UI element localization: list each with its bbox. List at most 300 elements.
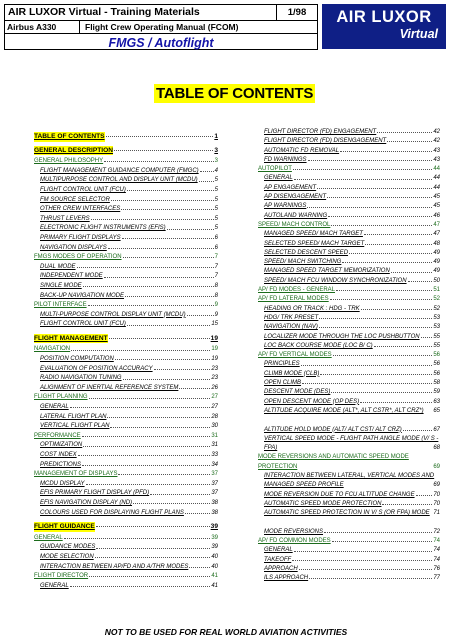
toc-entry[interactable] [34, 393, 218, 403]
toc-entry-leader [320, 374, 432, 375]
toc-entry[interactable] [258, 156, 440, 165]
toc-entry[interactable] [258, 323, 440, 332]
toc-entry-page: 44 [433, 175, 440, 182]
toc-entry[interactable] [34, 334, 218, 344]
toc-entry-page: 38 [211, 499, 218, 506]
toc-entry-page: 39 [211, 534, 218, 541]
toc-entry[interactable] [34, 311, 218, 321]
toc-entry-leader [317, 188, 432, 189]
toc-entry-leader [301, 365, 433, 366]
toc-entry[interactable] [34, 196, 218, 206]
toc-entry-title: THRUST LEVERS [40, 215, 90, 222]
toc-entry[interactable] [258, 453, 440, 472]
toc-entry[interactable] [258, 351, 440, 360]
toc-entry-title: SPEED/ MACH CONTROL [258, 221, 330, 230]
toc-entry[interactable] [34, 441, 218, 451]
toc-entry[interactable] [258, 258, 440, 267]
toc-entry[interactable] [258, 147, 440, 156]
toc-entry-page: 55 [433, 342, 440, 349]
toc-entry-leader [342, 262, 432, 263]
toc-entry[interactable] [34, 384, 218, 394]
toc-entry[interactable] [34, 451, 218, 461]
toc-entry-page: 37 [211, 490, 218, 497]
toc-entry[interactable] [34, 461, 218, 471]
toc-entry[interactable] [34, 522, 218, 532]
toc-entry[interactable] [34, 355, 218, 365]
toc-entry-title: GUIDANCE MODES [40, 544, 96, 551]
toc-entry-page: 70 [433, 491, 440, 498]
toc-entry-leader [361, 309, 433, 310]
toc-entry-leader [299, 569, 433, 570]
toc-entry[interactable] [34, 146, 218, 156]
toc-entry[interactable] [34, 553, 218, 563]
toc-entry[interactable] [258, 249, 440, 258]
toc-entry-title: PRIMARY FLIGHT DISPLAYS [40, 234, 121, 241]
toc-entry-title: TAKEOFF [264, 556, 292, 563]
toc-entry-page: 51 [433, 287, 440, 294]
toc-entry[interactable] [34, 263, 218, 273]
toc-entry[interactable] [34, 132, 218, 142]
toc-entry-title: FLIGHT CONTROL UNIT (FCU) [40, 186, 126, 193]
toc-entry[interactable] [34, 365, 218, 375]
toc-entry[interactable] [34, 374, 218, 384]
toc-entry-page: 49 [433, 259, 440, 266]
toc-entry-page: 19 [210, 334, 218, 342]
toc-entry-leader [82, 436, 211, 437]
toc-entry-leader [377, 132, 432, 133]
toc-entry-title: MCDU DISPLAY [40, 480, 85, 487]
toc-entry-page: 5 [214, 196, 218, 203]
toc-entry-page: 49 [433, 249, 440, 256]
toc-entry[interactable] [258, 305, 440, 314]
toc-entry-leader [331, 392, 432, 393]
toc-entry[interactable] [258, 193, 440, 202]
toc-entry[interactable] [34, 272, 218, 282]
toc-entry[interactable] [258, 528, 440, 537]
toc-entry-title: INTERACTION BETWEEN AP/FD AND A/THR MODES [40, 563, 189, 570]
toc-entry[interactable] [258, 546, 440, 555]
toc-entry-title: MODE REVERSIONS AND AUTOMATIC SPEED MODE PROTECTION [258, 454, 409, 470]
toc-entry[interactable] [34, 320, 218, 330]
toc-entry[interactable] [258, 509, 440, 528]
toc-entry[interactable] [258, 491, 440, 500]
toc-entry-title: INTERACTION BETWEEN LATERAL, VERTICAL MODES AND MANAGED SPEED PROFILE [264, 472, 435, 489]
toc-entry-leader [70, 586, 211, 587]
toc-entry-page: 70 [433, 500, 440, 507]
toc-entry-title: AP DISENGAGEMENT [264, 194, 327, 201]
toc-entry-page: 74 [433, 556, 440, 563]
toc-entry-title: MODE REVERSIONS [264, 528, 324, 535]
toc-entry-page: 48 [433, 240, 440, 247]
toc-entry[interactable] [258, 267, 440, 276]
toc-entry-leader [150, 494, 210, 495]
toc-entry-leader [360, 402, 432, 403]
toc-entry-title: AUTOMATIC SPEED MODE PROTECTION [264, 500, 382, 507]
toc-entry-page: 42 [433, 129, 440, 135]
toc-entry[interactable] [258, 221, 440, 230]
toc-entry-page: 55 [433, 333, 440, 340]
toc-entry-leader [309, 578, 432, 579]
toc-entry-leader [123, 379, 211, 380]
toc-entry-title: INDEPENDENT MODE [40, 273, 103, 280]
toc-left-column [34, 128, 218, 591]
toc-entry-title: AUTOPILOT [258, 165, 292, 174]
toc-entry-leader [387, 141, 432, 142]
toc-entry-leader [96, 548, 210, 549]
toc-entry-page: 9 [214, 311, 218, 318]
toc-entry-leader [199, 181, 214, 182]
toc-entry-title: BACK-UP NAVIGATION MODE [40, 292, 125, 299]
toc-entry-title: FLIGHT DIRECTOR [34, 572, 88, 582]
toc-entry-page: 26 [211, 384, 218, 391]
toc-entry-leader [294, 551, 433, 552]
toc-entry-page: 40 [211, 553, 218, 560]
toc-entry-page: 59 [433, 389, 440, 396]
toc-entry[interactable] [258, 500, 440, 509]
toc-entry[interactable] [258, 370, 440, 379]
toc-entry-page: 30 [211, 423, 218, 430]
toc-entry-title: HDG/ TRK PRESET [264, 314, 319, 321]
toc-entry-page: 47 [433, 231, 440, 238]
toc-entry[interactable] [34, 234, 218, 244]
toc-entry-page: 42 [433, 138, 440, 145]
toc-entry-leader [122, 238, 214, 239]
toc-entry[interactable] [258, 184, 440, 193]
toc-entry-title: EFIS PRIMARY FLIGHT DISPLAY (PFD) [40, 490, 150, 497]
toc-entry-page: 43 [433, 147, 440, 154]
toc-entry-page: 7 [214, 273, 218, 280]
toc-entry-title: CLIMB MODE (CLB) [264, 370, 320, 377]
toc-entry-leader [96, 526, 210, 527]
manual-name: Flight Crew Operating Manual (FCOM) [85, 22, 239, 32]
toc-entry-title: SINGLE MODE [40, 282, 82, 289]
header-title-row [5, 5, 317, 21]
toc-entry[interactable] [34, 543, 218, 553]
toc-entry-leader [114, 150, 213, 151]
toc-entry-page: 71 [433, 510, 440, 517]
toc-entry-leader [364, 234, 432, 235]
toc-entry-leader [333, 355, 433, 356]
toc-entry[interactable] [258, 333, 440, 342]
toc-entry-title: MODE SELECTION [40, 553, 94, 560]
aircraft-type: Airbus A330 [7, 22, 57, 32]
toc-entry-title: FM SOURCE SELECTOR [40, 196, 110, 203]
page-footer: NOT TO BE USED FOR REAL WORLD AVIATION ACTIVITIES [104, 627, 348, 637]
toc-entry-page: 4 [214, 167, 218, 174]
air-luxor-logo [322, 4, 446, 49]
toc-entry[interactable] [258, 379, 440, 388]
toc-entry-title: GENERAL [264, 547, 293, 554]
toc-entry[interactable] [258, 556, 440, 565]
toc-right-column [258, 128, 440, 584]
toc-entry[interactable] [34, 282, 218, 292]
toc-entry[interactable] [258, 137, 440, 146]
toc-entry-title: GENERAL [40, 582, 69, 589]
toc-entry-leader [292, 560, 432, 561]
toc-entry-title: MULTIPURPOSE CONTROL AND DISPLAY UNIT (MCDU) [40, 177, 198, 184]
toc-entry-leader [127, 190, 214, 191]
toc-entry[interactable] [258, 565, 440, 574]
toc-entry[interactable] [34, 489, 218, 499]
toc-entry-leader [330, 299, 433, 300]
toc-entry[interactable] [258, 165, 440, 174]
toc-entry-title: COLOURS USED FOR DISPLAYING FLIGHT PLANS [40, 509, 184, 516]
toc-entry-page: 6 [214, 234, 218, 241]
toc-entry[interactable] [34, 157, 218, 167]
toc-entry-leader [167, 229, 214, 230]
toc-entry-leader [293, 169, 432, 170]
toc-entry-leader [189, 567, 210, 568]
toc-entry[interactable] [258, 407, 440, 426]
toc-entry-title: FLIGHT MANAGEMENT GUIDANCE COMPUTER (FMGC) [40, 167, 199, 174]
toc-entry-leader [107, 417, 210, 418]
toc-entry[interactable] [258, 286, 440, 295]
toc-entry[interactable] [258, 212, 440, 221]
toc-entry-page: 33 [211, 452, 218, 458]
toc-entry-page: 56 [433, 370, 440, 377]
toc-entry[interactable] [34, 509, 218, 519]
toc-entry[interactable] [34, 215, 218, 225]
toc-entry-title: PRINCIPLES [264, 361, 300, 368]
toc-entry-title: OPEN DESCENT MODE (OP DES) [264, 398, 360, 405]
toc-entry[interactable] [34, 176, 218, 186]
toc-entry-title: AP/ FD MODES - GENERAL [258, 286, 335, 295]
toc-entry[interactable] [34, 167, 218, 177]
toc-entry-page: 44 [433, 184, 440, 191]
toc-entry[interactable] [34, 499, 218, 509]
toc-entry-leader [365, 244, 432, 245]
toc-entry-leader [331, 225, 432, 226]
toc-entry[interactable] [258, 240, 440, 249]
toc-entry[interactable] [258, 202, 440, 211]
toc-entry-title: LOC BACK COURSE MODE (LOC B/ C) [264, 342, 373, 349]
toc-entry[interactable] [258, 174, 440, 183]
toc-entry[interactable] [34, 186, 218, 196]
toc-entry-leader [89, 398, 211, 399]
logo-sub-text: Virtual [399, 27, 438, 41]
toc-entry[interactable] [34, 413, 218, 423]
toc-entry[interactable] [34, 205, 218, 215]
toc-entry-leader [374, 346, 433, 347]
toc-entry[interactable] [34, 470, 218, 480]
toc-entry-title: ILS APPROACH [264, 575, 309, 582]
toc-entry-page: 69 [433, 482, 440, 489]
toc-entry-leader [308, 160, 433, 161]
toc-entry-leader [340, 151, 432, 152]
toc-entry-leader [133, 503, 210, 504]
toc-entry-title: LATERAL FLIGHT PLAN [40, 413, 107, 420]
toc-entry-leader [110, 427, 210, 428]
toc-entry-title: GENERAL [34, 534, 63, 544]
logo-main-text: AIR LUXOR [336, 8, 432, 26]
toc-entry-page: 56 [433, 361, 440, 368]
toc-entry-leader [83, 446, 210, 447]
toc-entry[interactable] [258, 128, 440, 137]
toc-entry-leader [416, 495, 433, 496]
toc-entry-leader [421, 337, 433, 338]
toc-entry-title: AP WARNINGS [264, 203, 307, 210]
toc-entry-page: 5 [214, 186, 218, 193]
toc-entry-page: 5 [214, 177, 218, 184]
toc-entry-page: 3 [214, 146, 218, 154]
toc-entry-page: 3 [214, 158, 218, 165]
toc-entry-title: SELECTED SPEED/ MACH TARGET [264, 240, 365, 247]
toc-entry-page: 23 [211, 365, 218, 372]
toc-entry-title: AUTOMATIC FD REMOVAL [264, 147, 340, 154]
toc-entry[interactable] [258, 574, 440, 583]
toc-entry[interactable] [34, 563, 218, 573]
toc-entry-title: MULTI-PURPOSE CONTROL DISPLAY UNIT (MCDU) [40, 311, 186, 318]
toc-entry-page: 39 [211, 544, 218, 551]
toc-entry[interactable] [258, 342, 440, 351]
toc-entry-page: 40 [211, 563, 218, 570]
toc-entry-title: COST INDEX [40, 452, 77, 458]
toc-entry-page: 74 [433, 547, 440, 554]
toc-entry-page: 28 [211, 413, 218, 420]
toc-entry-page: 72 [433, 528, 440, 535]
toc-entry-page: 41 [211, 573, 218, 580]
toc-entry[interactable] [34, 345, 218, 355]
toc-entry[interactable] [34, 403, 218, 413]
toc-entry-title: AP/ FD LATERAL MODES [258, 295, 329, 304]
toc-entry-page: 52 [433, 305, 440, 312]
toc-entry[interactable] [258, 360, 440, 369]
toc-entry-title: PERFORMANCE [34, 432, 81, 442]
header-section-row [5, 34, 317, 49]
toc-entry[interactable] [34, 572, 218, 582]
toc-entry-page: 69 [433, 463, 440, 470]
toc-entry[interactable] [34, 422, 218, 432]
toc-entry[interactable] [258, 398, 440, 407]
section-title: FMGS / Autoflight [108, 36, 214, 50]
toc-entry-page: 77 [433, 575, 440, 582]
toc-entry-title: NAVIGATION [34, 345, 70, 355]
toc-entry-leader [70, 407, 211, 408]
toc-entry-title: APPROACH [264, 565, 298, 572]
toc-entry-page: 74 [433, 538, 440, 545]
toc-entry[interactable] [34, 301, 218, 311]
toc-entry-title: FLIGHT MANAGEMENT [34, 334, 108, 342]
toc-entry[interactable] [258, 472, 440, 491]
toc-entry-page: 47 [433, 221, 440, 228]
toc-entry-title: SPEED/ MACH FCU WINDOW SYNCHRONIZATION [264, 277, 407, 284]
toc-entry-page: 38 [211, 509, 218, 516]
toc-entry-page: 45 [433, 194, 440, 201]
toc-entry-title: FLIGHT DIRECTOR (FD) ENGAGEMENT [264, 129, 377, 135]
toc-entry-leader [154, 369, 211, 370]
toc-entry-leader [185, 513, 210, 514]
toc-entry-title: AP ENGAGEMENT [264, 184, 317, 191]
toc-entry-page: 41 [211, 582, 218, 589]
toc-entry-title: HEADING OR TRACK : HDG - TRK [264, 305, 360, 312]
toc-entry-leader [328, 216, 432, 217]
toc-entry[interactable] [34, 244, 218, 254]
toc-entry-page: 63 [433, 398, 440, 405]
toc-entry-leader [77, 267, 214, 268]
toc-entry-title: VERTICAL SPEED MODE - FLIGHT PATH ANGLE MODE (V/ S - FPA) [264, 435, 439, 452]
toc-entry-leader [88, 305, 214, 306]
toc-entry-leader [91, 219, 214, 220]
toc-entry-leader [95, 557, 211, 558]
toc-entry-title: OTHER CREW INTERFACES [40, 206, 121, 213]
toc-entry[interactable] [34, 582, 218, 592]
toc-entry[interactable] [258, 230, 440, 239]
toc-entry-leader [294, 179, 433, 180]
toc-entry-leader [324, 532, 432, 533]
toc-entry-title: AUTOMATIC SPEED PROTECTION IN V/ S (OR FPA) MODE [264, 510, 430, 517]
toc-entry-title: FLIGHT CONTROL UNIT (FCU) [40, 321, 126, 328]
toc-entry-leader [83, 286, 214, 287]
toc-entry[interactable] [258, 277, 440, 286]
toc-entry-page: 53 [433, 314, 440, 321]
toc-entry-title: ALTITUDE ACQUIRE MODE (ALT*, ALT CSTR*, ALT CRZ*) [264, 407, 424, 414]
toc-entry-leader [200, 171, 214, 172]
toc-entry-leader [187, 315, 214, 316]
toc-entry-leader [408, 281, 433, 282]
toc-entry[interactable] [34, 480, 218, 490]
toc-entry[interactable] [258, 435, 440, 454]
toc-entry-leader [71, 350, 210, 351]
toc-entry-page: 45 [433, 203, 440, 210]
toc-entry-leader [86, 484, 211, 485]
document-title: AIR LUXOR Virtual - Training Materials [8, 6, 200, 18]
toc-entry-page: 76 [433, 565, 440, 572]
toc-entry-leader [104, 161, 214, 162]
toc-entry-page: 39 [210, 523, 218, 531]
toc-entry-page: 49 [433, 268, 440, 275]
toc-entry-title: GENERAL [264, 175, 293, 182]
toc-entry[interactable] [34, 292, 218, 302]
toc-entry-page: 6 [214, 244, 218, 251]
toc-entry[interactable] [34, 432, 218, 442]
toc-entry-leader [104, 277, 214, 278]
toc-entry-leader [327, 197, 432, 198]
toc-entry-title: FLIGHT PLANNING [34, 393, 88, 403]
toc-entry[interactable] [34, 224, 218, 234]
toc-entry-title: AP/ FD COMMON MODES [258, 537, 331, 546]
toc-entry-page: 5 [214, 206, 218, 213]
toc-entry-leader [115, 359, 211, 360]
toc-entry-leader [391, 272, 433, 273]
toc-entry-title: FMGS MODES OF OPERATION [34, 253, 122, 263]
toc-entry-title: FD WARNINGS [264, 156, 307, 163]
toc-entry[interactable] [258, 314, 440, 323]
toc-entry-title: NAVIGATION DISPLAYS [40, 244, 107, 251]
toc-entry-page: 44 [433, 166, 440, 173]
toc-entry[interactable] [258, 537, 440, 546]
toc-entry-title: FLIGHT DIRECTOR (FD) DISENGAGEMENT [264, 138, 387, 145]
toc-entry-page: 27 [211, 394, 218, 401]
toc-entry-leader [89, 576, 210, 577]
toc-entry-title: VERTICAL FLIGHT PLAN [40, 423, 110, 430]
toc-entry-title: PREDICTIONS [40, 461, 82, 468]
toc-entry-leader [121, 209, 213, 210]
toc-entry-page: 15 [211, 321, 218, 328]
toc-entry[interactable] [258, 295, 440, 304]
toc-entry-page: 31 [211, 442, 218, 449]
toc-entry-title: OPEN CLIMB [264, 380, 302, 387]
toc-entry-page: 23 [211, 375, 218, 382]
toc-entry-title: NAVIGATION (NAV) [264, 324, 318, 331]
toc-entry[interactable] [34, 534, 218, 544]
toc-entry-leader [64, 538, 211, 539]
toc-entry[interactable] [258, 388, 440, 397]
toc-entry-leader [307, 207, 432, 208]
toc-entry[interactable] [258, 426, 440, 435]
toc-entry-leader [319, 318, 432, 319]
toc-entry-title: FLIGHT GUIDANCE [34, 523, 95, 531]
toc-entry[interactable] [34, 253, 218, 263]
